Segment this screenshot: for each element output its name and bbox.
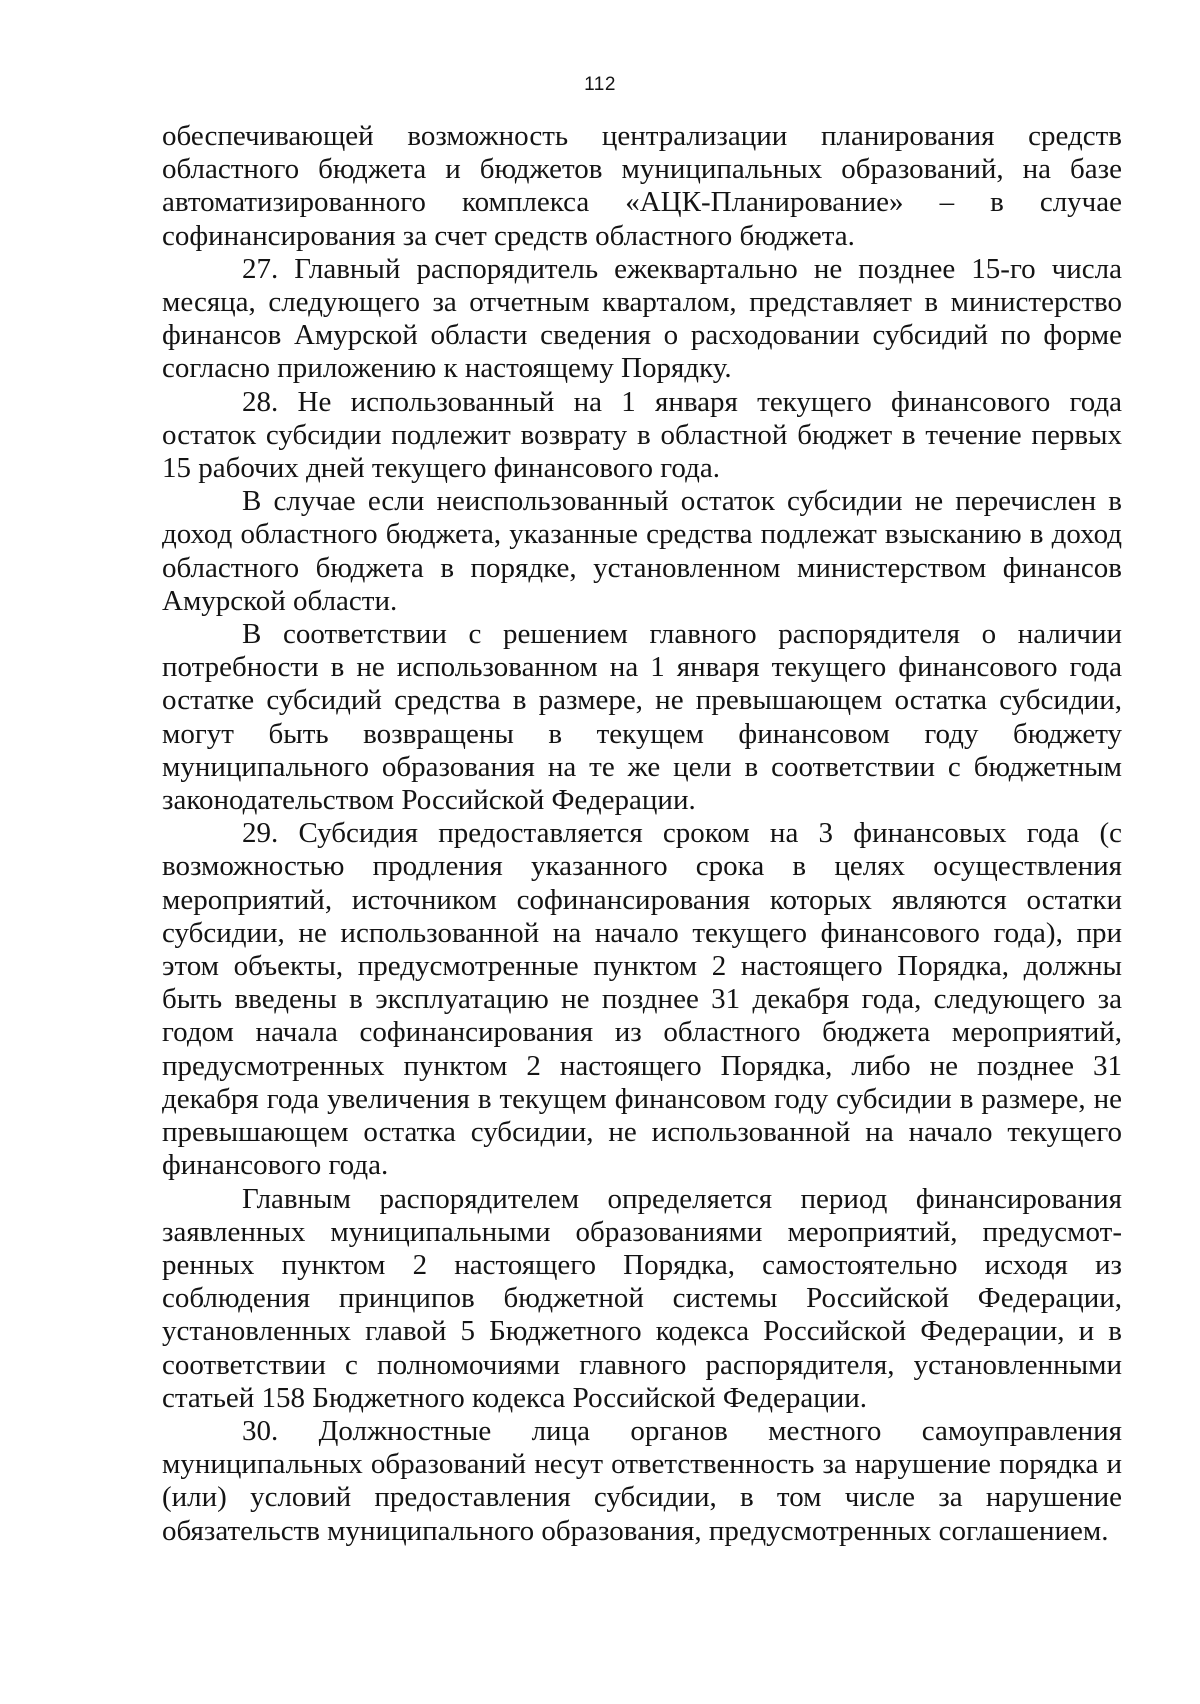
paragraph-recovery: В случае если неиспользованный остаток субсидии не перечислен в доход областного бюджета, указанные средства подлежат взысканию в доход областного бюджета в порядке, установленном министерством финансов Амурской области. xyxy=(162,485,1122,617)
paragraph-item-30: 30. Должностные лица органов местного самоуправления муниципальных образований несут ответственность за нарушение порядка и (или) условий предоставления субсидии, в том числе за нарушение обязательств муниципального образования, предусмотренных соглашением. xyxy=(162,1414,1122,1547)
paragraph-item-29: 29. Субсидия предоставляется сроком на 3 финансовых года (с возможностью продления указанного срока в целях осуществления мероприятий, источником софинансирования которых являются остатки субсидии, не использованной на начало текущего финансового года), при этом объекты, предусмотренные пунктом 2 настоящего Порядка, должны быть введены в эксплуатацию не позднее 31 декабря года, следующего за годом начала софинансирования из областного бюджета мероприятий, предусмотренных пунктом 2 настоящего Порядка, либо не позднее 31 декабря года увеличения в текущем финансовом году субсидии в размере, не превышающем остатка субсидии, не использованной на начало текущего финансового года. xyxy=(162,817,1122,1182)
document-body xyxy=(162,120,1122,1548)
paragraph-item-28: 28. Не использованный на 1 января текущего финансового года остаток субсидии подлежит возврату в областной бюджет в течение первых 15 рабочих дней текущего финансового года. xyxy=(162,385,1122,485)
paragraph-continuation: обеспечивающей возможность централизации планирования средств областного бюджета и бюджетов муниципальных образований, на базе автоматизированного комплекса «АЦК-Планирование» – в случае софинансирования за счет средств областного бюджета. xyxy=(162,120,1122,252)
paragraph-financing-period: Главным распорядителем определяется период финансирования заявленных муниципальными образованиями мероприятий, предусмотренных пунктом 2 настоящего Порядка, самостоятельно исходя из соблюдения принципов бюджетной системы Российской Федерации, установленных главой 5 Бюджетного кодекса Российской Федерации, и в соответствии с полномочиями главного распорядителя, установленными статьей 158 Бюджетного кодекса Российской Федерации. xyxy=(162,1182,1122,1414)
page-number: 112 xyxy=(584,74,616,95)
paragraph-return-decision: В соответствии с решением главного распорядителя о наличии потребности в не использованном на 1 января текущего финансового года остатке субсидий средства в размере, не превышающем остатка субсидии, могут быть возвращены в текущем финансовом году бюджету муниципального образования на те же цели в соответствии с бюджетным законодательством Российской Федерации. xyxy=(162,618,1122,817)
paragraph-item-27: 27. Главный распорядитель ежеквартально не позднее 15-го числа месяца, следующего за отчетным кварталом, представляет в министерство финансов Амурской области сведения о расходовании субсидий по форме согласно приложению к настоящему Порядку. xyxy=(162,252,1122,385)
